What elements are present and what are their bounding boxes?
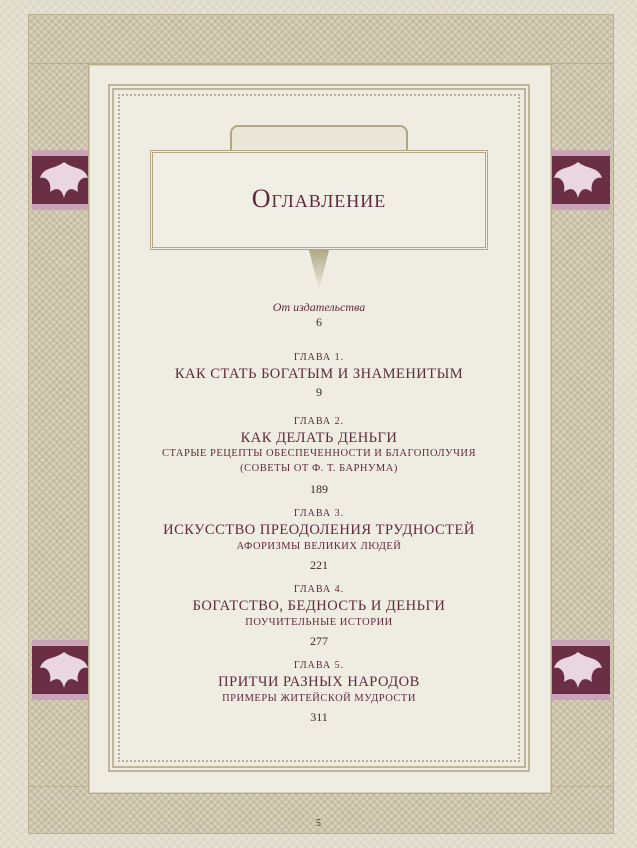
- floral-ornament-icon: [32, 640, 96, 700]
- chapter-3-page: 221: [310, 558, 328, 572]
- chapter-4-label: ГЛАВА 4.: [293, 584, 345, 595]
- chapter-5-label: ГЛАВА 5.: [293, 660, 345, 671]
- chapter-4-page: 277: [310, 634, 328, 648]
- chapter-3-title[interactable]: ИСКУССТВО ПРЕОДОЛЕНИЯ ТРУДНОСТЕЙ: [163, 522, 475, 538]
- border-band-top: [28, 14, 614, 64]
- chapter-2-subtitle-2: (СОВЕТЫ ОТ Ф. Т. БАРНУМА): [240, 463, 398, 474]
- chapter-1-title[interactable]: КАК СТАТЬ БОГАТЫМ И ЗНАМЕНИТЫМ: [174, 366, 464, 382]
- chapter-3-label: ГЛАВА 3.: [293, 508, 345, 519]
- page-title: Оглавление: [251, 184, 387, 213]
- chapter-2-label: ГЛАВА 2.: [293, 416, 345, 427]
- chapter-5-title[interactable]: ПРИТЧИ РАЗНЫХ НАРОДОВ: [218, 674, 420, 690]
- border-band-right: [542, 14, 614, 834]
- chapter-3-subtitle: АФОРИЗМЫ ВЕЛИКИХ ЛЮДЕЙ: [236, 541, 402, 552]
- chapter-5-subtitle: ПРИМЕРЫ ЖИТЕЙСКОЙ МУДРОСТИ: [222, 693, 416, 704]
- floral-ornament-icon: [32, 150, 96, 210]
- toc-intro-label[interactable]: От издательства: [272, 300, 366, 314]
- toc-intro-page: 6: [316, 315, 322, 329]
- chapter-5-page: 311: [310, 710, 328, 724]
- chapter-2-subtitle: СТАРЫЕ РЕЦЕПТЫ ОБЕСПЕЧЕННОСТИ И БЛАГОПОЛУЧИЯ: [162, 448, 476, 459]
- title-crown-ornament: [230, 125, 408, 153]
- chapter-1-label: ГЛАВА 1.: [293, 352, 345, 363]
- floral-ornament-icon: [546, 150, 610, 210]
- chapter-4-title[interactable]: БОГАТСТВО, БЕДНОСТЬ И ДЕНЬГИ: [192, 598, 446, 614]
- chapter-4-subtitle: ПОУЧИТЕЛЬНЫЕ ИСТОРИИ: [245, 617, 393, 628]
- chapter-1-page: 9: [316, 385, 322, 399]
- floral-ornament-icon: [546, 640, 610, 700]
- chapter-2-title[interactable]: КАК ДЕЛАТЬ ДЕНЬГИ: [240, 430, 398, 446]
- page-number: 5: [316, 818, 321, 829]
- chapter-2-page: 189: [310, 482, 328, 496]
